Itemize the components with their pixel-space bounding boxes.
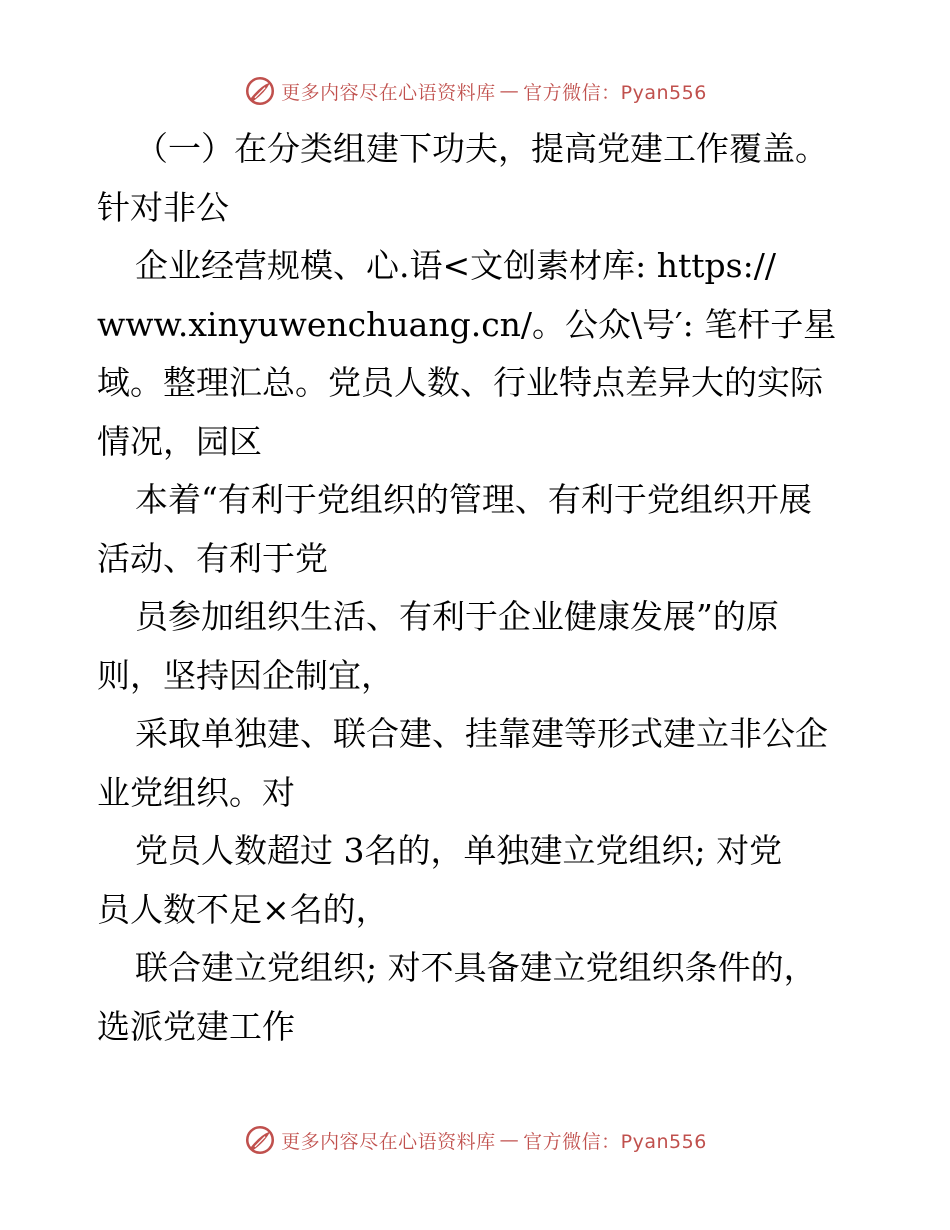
text-line: 员参加组织生活、有利于企业健康发展”的原 [135, 597, 779, 636]
text-line: （一）在分类组建下功夫，提高党建工作覆盖。 [135, 129, 828, 168]
body-text [97, 120, 867, 1056]
text-line: 本着“有利于党组织的管理、有利于党组织开展 [135, 480, 812, 519]
paragraph-3 [97, 471, 867, 588]
text-line: www.xinyuwenchuang.cn/。公众\号′: 笔杆子星 [97, 304, 837, 344]
text-line: 活动、有利于党 [97, 538, 328, 578]
text-line: 党员人数超过 3名的，单独建立党组织; 对党 [135, 831, 783, 870]
watermark-text: 更多内容尽在心语资料库 [281, 1130, 496, 1153]
header-watermark [0, 71, 950, 111]
watermark-dash: — [499, 1129, 520, 1151]
paragraph-5 [97, 705, 867, 822]
watermark-text: 更多内容尽在心语资料库 [281, 81, 496, 104]
paragraph-7 [97, 939, 867, 1056]
watermark-wechat: 官方微信：Pyan556 [523, 81, 707, 104]
text-line: 情况，园区 [97, 421, 262, 461]
pen-nib-logo-icon [243, 74, 277, 108]
text-line: 针对非公 [97, 187, 229, 227]
paragraph-4 [97, 588, 867, 705]
paragraph-2 [97, 237, 867, 471]
text-line: 采取单独建、联合建、挂靠建等形式建立非公企 [135, 714, 828, 753]
footer-watermark [0, 1120, 950, 1160]
text-line: 域。整理汇总。党员人数、行业特点差异大的实际 [97, 363, 823, 402]
text-line: 联合建立党组织; 对不具备建立党组织条件的， [135, 948, 817, 987]
text-line: 企业经营规模、心.语<文创素材库: https:// [135, 246, 776, 285]
pen-nib-logo-icon [243, 1123, 277, 1157]
paragraph-1 [97, 120, 867, 237]
text-line: 员人数不足×名的， [97, 889, 389, 929]
watermark-dash: — [499, 80, 520, 102]
paragraph-6 [97, 822, 867, 939]
text-line: 业党组织。对 [97, 772, 295, 812]
watermark-wechat: 官方微信：Pyan556 [523, 1130, 707, 1153]
text-line: 则，坚持因企制宜， [97, 655, 394, 695]
text-line: 选派党建工作 [97, 1006, 295, 1046]
